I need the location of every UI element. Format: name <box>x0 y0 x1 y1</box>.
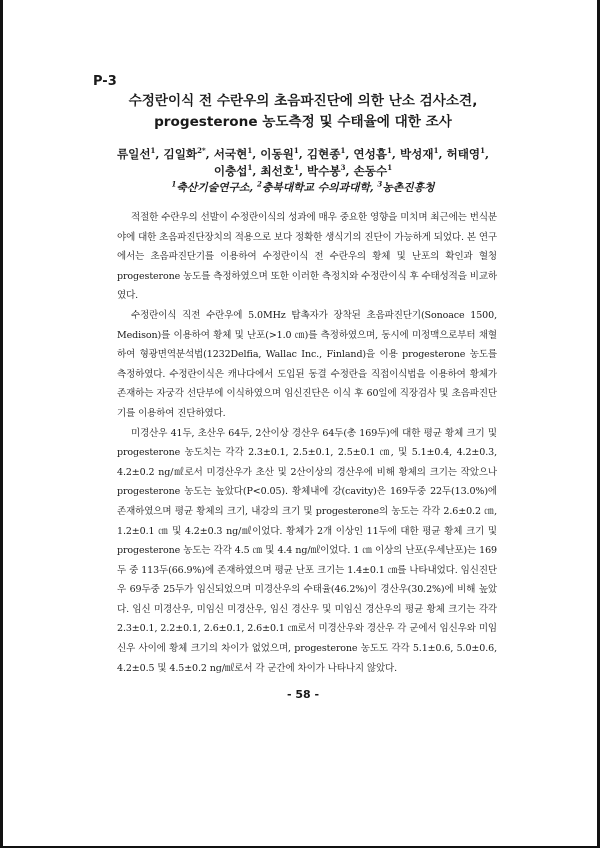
author: 허태영$^1$ <box>446 146 486 161</box>
author: 박수봉$^3$ <box>307 163 346 178</box>
affiliations: $^1$축산기술연구소, $^2$충북대학교 수의과대학, $^3$농촌진흥청 <box>171 179 435 194</box>
affiliation: $^3$농촌진흥청 <box>377 179 435 194</box>
author: 류일선$^1$ <box>116 146 156 161</box>
author-list-line-2: 이충섭$^1$, 최선호$^1$, 박수봉$^3$, 손동수$^1$ <box>213 163 393 178</box>
paper-title-line-1: 수정란이식 전 수란우의 초음파진단에 의한 난소 검사소견, <box>128 93 478 109</box>
author: 박성재$^1$ <box>399 146 439 161</box>
paragraph-1: 적절한 수란우의 선발이 수정란이식의 성과에 매우 중요한 영향을 미치며 최근에는 번식분야에 대한 초음파진단장치의 적용으로 보다 정확한 생식기의 진단이 가능하게 되었다. 본 연구에서는 초음파진단기를 이용하여 수정란이식 전 수란우의 황체 및 난포의 확인과 혈청 progesterone 농도를 측정하였으며 또한 이러한 측정치와 수정란이식 후 수태성적을 비교하였다. <box>117 212 497 302</box>
author: 연성흠$^1$ <box>353 146 392 161</box>
abstract-body <box>117 208 497 678</box>
author: 김일화$^{2*}$ <box>163 146 206 161</box>
abstract-code: P-3 <box>93 74 117 89</box>
paper-title-line-2: progesterone 농도측정 및 수태율에 대한 조사 <box>154 114 452 130</box>
author: 이충섭$^1$ <box>213 163 253 178</box>
author: 김현종$^1$ <box>306 146 346 161</box>
author-list-line-1: 류일선$^1$, 김일화$^{2*}$, 서국현$^1$, 이동원$^1$, 김현종$^1$, 연성흠$^1$, 박성재$^1$, 허태영$^1$, <box>116 146 490 161</box>
page-number: - 58 - <box>286 688 320 701</box>
affiliation: $^1$축산기술연구소 <box>171 179 250 194</box>
affiliation: $^2$충북대학교 수의과대학 <box>256 179 370 194</box>
author: 서국현$^1$ <box>213 146 253 161</box>
author: 이동원$^1$ <box>260 146 299 161</box>
paragraph-3: 미경산우 41두, 초산우 64두, 2산이상 경산우 64두(총 169두)에 대한 평균 황체 크기 및 progesterone 농도치는 각각 2.3±0.1, 2.5±0.1, 2.5±0.1 ㎝, 및 5.1±0.4, 4.2±0.3, 4.2±0.2 ng/㎖로서 미경산우가 초산 및 2산이상의 경산우에 비해 황체의 크기는 작았으나 progesterone 농도는 높았다(P<0.05). 황체내에 강(cavity)은 169두중 22두(13.0%)에 존재하였으며 평균 황체의 크기, 내강의 크기 및 progesterone의 농도는 각각 2.6±0.2 ㎝, 1.2±0.1 ㎝ 및 4.2±0.3 ng/㎖이었다. 황체가 2개 이상인 11두에 대한 평균 황체 크기 및 progesterone 농도는 각각 4.5 ㎝ 및 4.4 ng/㎖이었다. 1 ㎝ 이상의 난포(우세난포)는 169두 중 113두(66.9%)에 존재하였으며 평균 난포 크기는 1.4±0.1 ㎝를 나타내었다. 임신진단우 69두중 25두가 임신되었으며 미경산우의 수태율(46.2%)이 경산우(30.2%)에 비해 높았다. 임신 미경산우, 미임신 미경산우, 임신 경산우 및 미임신 경산우의 평균 황체 크기는 각각 2.3±0.1, 2.2±0.1, 2.6±0.1, 2.6±0.1 ㎝로서 미경산우와 경산우 각 군에서 임신우와 미임신우 사이에 황체 크기의 차이가 없었으며, progesterone 농도도 각각 5.1±0.6, 5.0±0.6, 4.2±0.5 및 4.5±0.2 ng/㎖로서 각 군간에 차이가 나타나지 않았다. <box>117 427 497 674</box>
page-border-left <box>0 0 3 848</box>
paragraph-2: 수정란이식 직전 수란우에 5.0MHz 탐촉자가 장착된 초음파진단기(Sonoace 1500, Medison)를 이용하여 황체 및 난포(>1.0 ㎝)를 측정하였으며, 동시에 미정맥으로부터 채혈하여 형광면역분석법(1232Delfia, Wallac Inc., Finland)을 이용 progesterone 농도를 측정하였다. 수정란이식은 캐나다에서 도입된 동결 수정란을 직접이식법을 이용하여 황체가 존재하는 자궁각 선단부에 이식하였으며 임신진단은 이식 후 60일에 직장검사 및 초음파진단기를 이용하여 진단하였다. <box>117 309 497 419</box>
author: 최선호$^1$ <box>260 163 299 178</box>
author: 손동수$^1$ <box>353 163 393 178</box>
